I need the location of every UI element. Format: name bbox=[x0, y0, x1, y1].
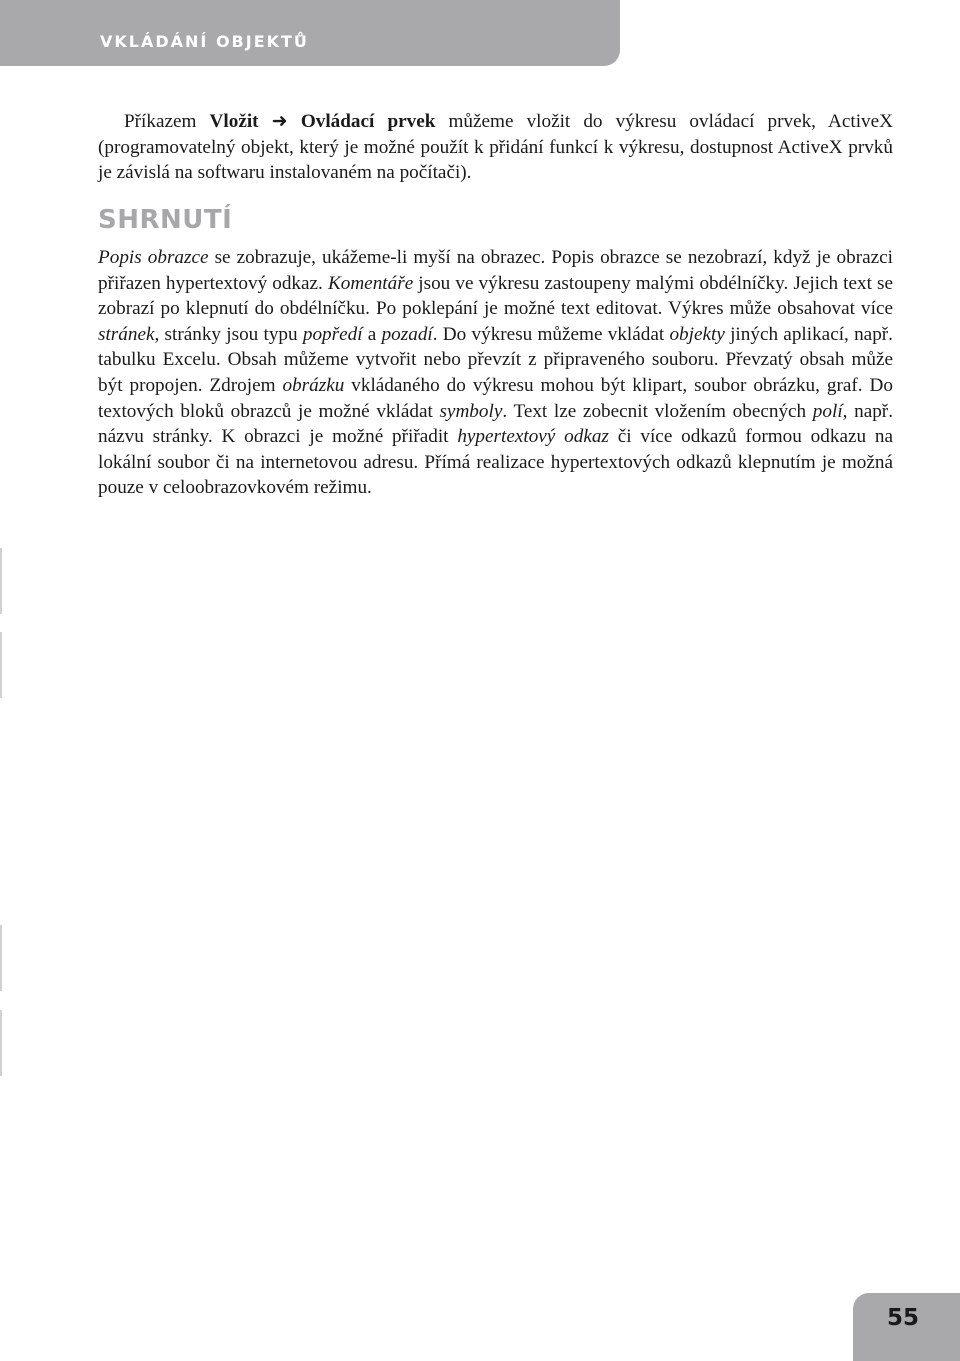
summary-paragraph bbox=[98, 245, 893, 501]
intro-text: můžeme vložit do výkresu ovládací prvek, ActiveX (programovatelný objekt, který je možné použít k přidání funkcí k výkresu, dostupnost ActiveX prvků je závislá na softwaru instalovaném na počítači). bbox=[98, 111, 894, 184]
summary-text: , např. názvu stránky. K obrazci je možné přiřadit bbox=[98, 400, 893, 448]
intro-paragraph bbox=[98, 109, 893, 186]
term: popředí bbox=[302, 323, 363, 345]
page-edge-mark bbox=[0, 1010, 2, 1076]
summary-text: se zobrazuje, ukážeme-li myší na obrazec. Popis obrazce se nezobrazí, když je obrazci přiřazen hypertextový odkaz. bbox=[98, 247, 893, 294]
summary-text: jsou ve výkresu zastoupeny malými obdélníčky. Jejich text se zobrazí po klepnutí do obdélníčku. Po poklepání je možné text editovat. Výkres může obsahovat více bbox=[98, 272, 893, 320]
intro-text: Příkazem bbox=[124, 111, 210, 132]
page-number: 55 bbox=[886, 1305, 919, 1331]
page-edge-mark bbox=[0, 925, 2, 991]
term: symboly bbox=[439, 400, 503, 422]
summary-text: vkládaného do výkresu mohou být klipart, soubor obrázku, graf. Do textových bloků obrazců je možné vkládat bbox=[98, 374, 893, 422]
section-header-tab bbox=[0, 0, 620, 66]
term: pozadí bbox=[381, 323, 433, 345]
summary-text: . Do výkresu můžeme vkládat bbox=[432, 323, 670, 345]
menu-arrow-icon: ➜ bbox=[258, 111, 301, 132]
page-edge-mark bbox=[0, 632, 2, 698]
summary-text: či více odkazů formou odkazu na lokální soubor či na internetovou adresu. Přímá realizace hypertextových odkazů klepnutím je možná pouze v celoobrazovkovém režimu. bbox=[98, 426, 893, 499]
summary-text: a bbox=[362, 323, 382, 345]
section-title: VKLÁDÁNÍ OBJEKTŮ bbox=[100, 32, 309, 51]
summary-text: , stránky jsou typu bbox=[154, 323, 303, 345]
menu-command-insert: Vložit bbox=[209, 111, 259, 132]
page-number-tab bbox=[853, 1293, 960, 1361]
term: Popis obrazce bbox=[98, 247, 209, 268]
summary-heading: SHRNUTÍ bbox=[98, 205, 233, 235]
term: Komentáře bbox=[327, 272, 414, 294]
term: obrázku bbox=[282, 374, 345, 396]
term: hypertextový odkaz bbox=[457, 426, 609, 448]
term: objekty bbox=[669, 323, 725, 345]
menu-command-control: Ovládací prvek bbox=[300, 111, 436, 132]
summary-text: . Text lze zobecnit vložením obecných bbox=[502, 400, 813, 422]
page-edge-mark bbox=[0, 548, 2, 614]
term: polí bbox=[812, 400, 843, 422]
summary-text: jiných aplikací, např. tabulku Excelu. Obsah můžeme vytvořit nebo převzít z připraveného souboru. Převzatý obsah může být propojen. Zdrojem bbox=[98, 323, 893, 396]
term: stránek bbox=[98, 323, 155, 345]
